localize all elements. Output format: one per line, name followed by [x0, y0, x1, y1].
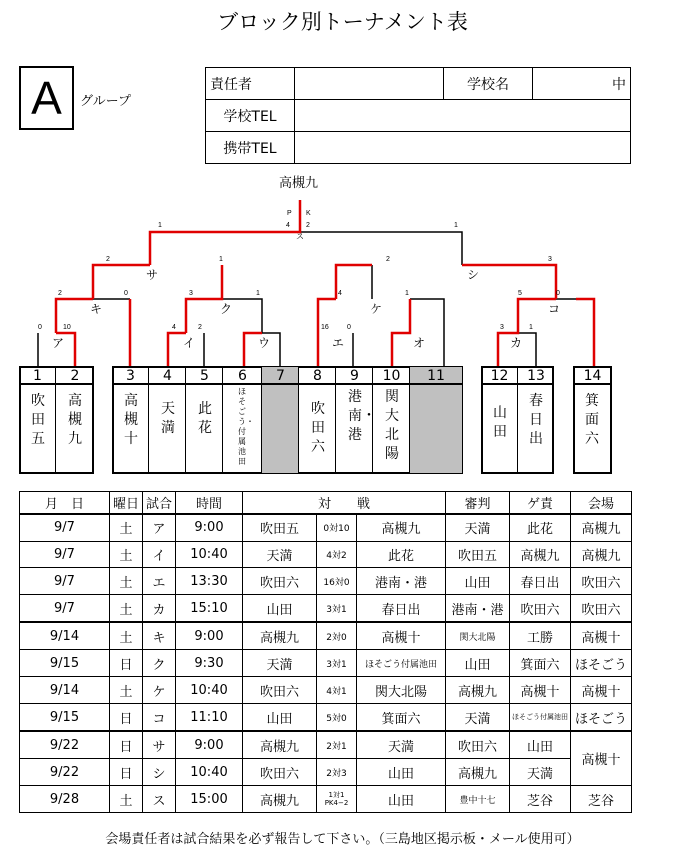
score-ki-right: 0	[124, 290, 128, 297]
header-match: 試合	[143, 492, 176, 514]
school-field[interactable]: 中	[533, 68, 631, 100]
cell-time: 15:00	[176, 786, 243, 813]
table-row	[20, 541, 632, 568]
schedule-table	[19, 491, 632, 813]
table-row	[20, 786, 632, 813]
table-row	[20, 568, 632, 595]
score-pk: PK4−2	[324, 799, 349, 808]
cell-referee: 豊中十七	[446, 786, 510, 813]
team-name-3: 高槻十	[124, 393, 138, 447]
match-label-o: オ	[413, 336, 426, 350]
match-label-i: イ	[183, 336, 196, 350]
cell-match: シ	[143, 759, 176, 786]
cell-score: 2対3	[317, 759, 357, 786]
cell-away: 箕面六	[357, 704, 446, 732]
cell-venue: 芝谷	[571, 786, 632, 813]
cell-match: エ	[143, 568, 176, 595]
cell-venue: 高槻十	[571, 731, 632, 785]
cell-score: 4対1	[317, 677, 357, 704]
match-label-shi: シ	[467, 268, 480, 282]
team-name-10: 関大北陽	[385, 389, 399, 462]
cell-away: 春日出	[357, 595, 446, 623]
score-i-left: 4	[172, 324, 176, 331]
cell-match: ケ	[143, 677, 176, 704]
cell-score: 3対1	[317, 595, 357, 623]
cell-time: 11:10	[176, 704, 243, 732]
score-shi-left: 2	[386, 256, 390, 263]
cell-time: 10:40	[176, 759, 243, 786]
header-venue: 会場	[571, 492, 632, 514]
team-number-3: 3	[126, 368, 135, 384]
cell-referee: 吹田五	[446, 541, 510, 568]
team-number-5: 5	[200, 368, 209, 384]
cell-date: 9/15	[20, 650, 110, 677]
cell-game-resp: 天満	[510, 759, 571, 786]
cell-date: 9/7	[20, 514, 110, 542]
cell-away: 高槻九	[357, 514, 446, 542]
cell-game-resp: 春日出	[510, 568, 571, 595]
cell-away: 山田	[357, 759, 446, 786]
cell-home: 天満	[243, 650, 317, 677]
score-ke-right: 1	[405, 290, 409, 297]
table-row	[20, 595, 632, 623]
cell-home: 天満	[243, 541, 317, 568]
cell-score: 4対2	[317, 541, 357, 568]
team-number-1: 1	[33, 368, 42, 384]
cell-time: 9:00	[176, 622, 243, 650]
cell-time: 10:40	[176, 541, 243, 568]
score-ka-left: 3	[500, 324, 504, 331]
score-ku-right: 1	[256, 290, 260, 297]
header-time: 時間	[176, 492, 243, 514]
header-day: 曜日	[110, 492, 143, 514]
cell-away: 関大北陽	[357, 677, 446, 704]
cell-game-resp: 吹田六	[510, 595, 571, 623]
cell-away: 天満	[357, 731, 446, 759]
cell-away: 港南・港	[357, 568, 446, 595]
cell-game-resp: ほそごう付属池田	[510, 704, 571, 732]
score-ko-right: 0	[556, 290, 560, 297]
cell-score	[317, 786, 357, 813]
pk-left: 4	[286, 222, 290, 229]
match-label-ka: カ	[510, 336, 523, 350]
team-number-4: 4	[163, 368, 172, 384]
score-ku-left: 3	[189, 290, 193, 297]
cell-referee: 関大北陽	[446, 622, 510, 650]
cell-match: イ	[143, 541, 176, 568]
cell-venue: 高槻十	[571, 622, 632, 650]
header-game-resp: ゲ責	[510, 492, 571, 514]
header-referee: 審判	[446, 492, 510, 514]
table-row	[20, 759, 632, 786]
cell-time: 9:00	[176, 731, 243, 759]
team-name-5: 此花	[198, 401, 212, 436]
cell-day: 日	[110, 759, 143, 786]
cell-day: 日	[110, 650, 143, 677]
cell-date: 9/22	[20, 731, 110, 759]
cell-date: 9/7	[20, 595, 110, 623]
team-number-2: 2	[70, 368, 80, 384]
cell-day: 土	[110, 541, 143, 568]
cell-day: 日	[110, 731, 143, 759]
team-number-6: 6	[238, 368, 247, 384]
cell-referee: 高槻九	[446, 759, 510, 786]
team-name-4: 天満	[161, 401, 175, 436]
match-label-ko: コ	[548, 302, 561, 316]
cell-home: 吹田六	[243, 568, 317, 595]
cell-day: 土	[110, 622, 143, 650]
table-row	[20, 622, 632, 650]
cell-date: 9/14	[20, 677, 110, 704]
cell-date: 9/22	[20, 759, 110, 786]
pk-k: K	[306, 210, 311, 217]
cell-venue: 高槻九	[571, 541, 632, 568]
team-number-8: 8	[313, 368, 322, 384]
match-label-ke: ケ	[370, 302, 383, 316]
cell-referee: 天満	[446, 514, 510, 542]
match-label-a: ア	[52, 336, 65, 350]
table-row	[20, 731, 632, 759]
score-ke-left: 4	[338, 290, 342, 297]
score-main: 1対1	[328, 791, 345, 800]
team-name-9: 港南・港	[348, 389, 376, 443]
cell-venue: 高槻九	[571, 514, 632, 542]
team-name-13: 春日出	[529, 393, 543, 447]
cell-time: 10:40	[176, 677, 243, 704]
mobile-label: 携帯TEL	[206, 132, 295, 164]
score-a-right: 10	[63, 324, 71, 331]
cell-referee: 山田	[446, 650, 510, 677]
cell-home: 吹田五	[243, 514, 317, 542]
cell-day: 土	[110, 568, 143, 595]
score-s-right: 1	[454, 222, 458, 229]
match-label-u: ウ	[258, 336, 271, 350]
score-ka-right: 1	[529, 324, 533, 331]
match-label-e: エ	[332, 336, 345, 350]
cell-day: 日	[110, 704, 143, 732]
cell-match: ア	[143, 514, 176, 542]
cell-day: 土	[110, 677, 143, 704]
team-number-7: 7	[276, 368, 285, 384]
cell-referee: 吹田六	[446, 731, 510, 759]
cell-date: 9/7	[20, 568, 110, 595]
cell-game-resp: 高槻十	[510, 677, 571, 704]
cell-score: 2対1	[317, 731, 357, 759]
footer-note: 会場責任者は試合結果を必ず報告して下さい。（三島地区掲示板・メール使用可）	[105, 832, 580, 847]
header-matchup: 対 戦	[243, 492, 446, 514]
cell-game-resp: 工勝	[510, 622, 571, 650]
cell-score: 5対0	[317, 704, 357, 732]
team-number-11: 11	[427, 368, 445, 384]
cell-venue: 吹田六	[571, 568, 632, 595]
cell-date: 9/14	[20, 622, 110, 650]
cell-venue: ほそごう	[571, 704, 632, 732]
score-a-left: 0	[38, 324, 42, 331]
cell-away: 高槻十	[357, 622, 446, 650]
responsible-label: 責任者	[206, 68, 295, 100]
team-name-8: 吹田六	[311, 401, 325, 455]
cell-home: 高槻九	[243, 622, 317, 650]
tel-label: 学校TEL	[206, 100, 295, 132]
cell-referee: 山田	[446, 568, 510, 595]
cell-referee: 天満	[446, 704, 510, 732]
cell-venue: ほそごう	[571, 650, 632, 677]
cell-match: ス	[143, 786, 176, 813]
cell-score: 3対1	[317, 650, 357, 677]
cell-time: 9:00	[176, 514, 243, 542]
cell-score: 16対0	[317, 568, 357, 595]
cell-referee: 高槻九	[446, 677, 510, 704]
cell-time: 15:10	[176, 595, 243, 623]
cell-date: 9/7	[20, 541, 110, 568]
cell-match: サ	[143, 731, 176, 759]
cell-home: 山田	[243, 704, 317, 732]
cell-game-resp: 此花	[510, 514, 571, 542]
cell-day: 土	[110, 595, 143, 623]
cell-time: 13:30	[176, 568, 243, 595]
cell-game-resp: 高槻九	[510, 541, 571, 568]
team-number-9: 9	[350, 368, 359, 384]
champion-name: 高槻九	[279, 176, 319, 191]
table-row	[20, 677, 632, 704]
cell-home: 山田	[243, 595, 317, 623]
cell-away: 山田	[357, 786, 446, 813]
team-number-14: 14	[583, 368, 602, 384]
score-sa-left: 2	[106, 256, 110, 263]
team-number-12: 12	[490, 368, 509, 384]
pk-right: 2	[306, 222, 310, 229]
match-label-su: ス	[296, 232, 304, 241]
cell-match: カ	[143, 595, 176, 623]
score-e-left: 16	[321, 324, 329, 331]
pk-p: P	[287, 210, 292, 217]
team-name-14: 箕面六	[585, 393, 599, 447]
header-date: 月 日	[20, 492, 110, 514]
cell-game-resp: 山田	[510, 731, 571, 759]
cell-home: 吹田六	[243, 677, 317, 704]
team-number-13: 13	[527, 368, 545, 384]
cell-date: 9/15	[20, 704, 110, 732]
match-label-ki: キ	[90, 302, 103, 316]
page-title: ブロック別トーナメント表	[217, 10, 468, 34]
cell-venue: 吹田六	[571, 595, 632, 623]
school-label: 学校名	[444, 68, 533, 100]
team-name-2: 高槻九	[68, 393, 82, 447]
cell-home: 吹田六	[243, 759, 317, 786]
team-name-6: ほそごう・付属池田	[238, 387, 254, 466]
cell-away: ほそごう付属池田	[357, 650, 446, 677]
cell-venue: 高槻十	[571, 677, 632, 704]
cell-day: 土	[110, 514, 143, 542]
table-row	[20, 704, 632, 732]
cell-game-resp: 箕面六	[510, 650, 571, 677]
cell-game-resp: 芝谷	[510, 786, 571, 813]
group-letter: A	[19, 66, 74, 130]
cell-home: 高槻九	[243, 731, 317, 759]
score-s-left: 1	[158, 222, 162, 229]
score-shi-right: 3	[548, 256, 552, 263]
cell-match: キ	[143, 622, 176, 650]
cell-home: 高槻九	[243, 786, 317, 813]
group-label: グループ	[80, 94, 131, 109]
team-number-10: 10	[382, 368, 401, 384]
cell-match: ク	[143, 650, 176, 677]
team-name-1: 吹田五	[31, 393, 45, 447]
cell-match: コ	[143, 704, 176, 732]
cell-away: 此花	[357, 541, 446, 568]
score-ko-left: 5	[518, 290, 522, 297]
cell-day: 土	[110, 786, 143, 813]
score-sa-right: 1	[219, 256, 223, 263]
cell-score: 2対0	[317, 622, 357, 650]
match-label-sa: サ	[146, 268, 159, 282]
cell-time: 9:30	[176, 650, 243, 677]
cell-date: 9/28	[20, 786, 110, 813]
score-ki-left: 2	[58, 290, 62, 297]
match-label-ku: ク	[220, 302, 233, 316]
team-name-12: 山田	[493, 405, 507, 440]
table-row	[20, 650, 632, 677]
schedule-header-row	[20, 492, 632, 514]
table-row	[20, 514, 632, 542]
cell-referee: 港南・港	[446, 595, 510, 623]
cell-score: 0対10	[317, 514, 357, 542]
score-i-right: 2	[198, 324, 202, 331]
score-e-right: 0	[347, 324, 351, 331]
